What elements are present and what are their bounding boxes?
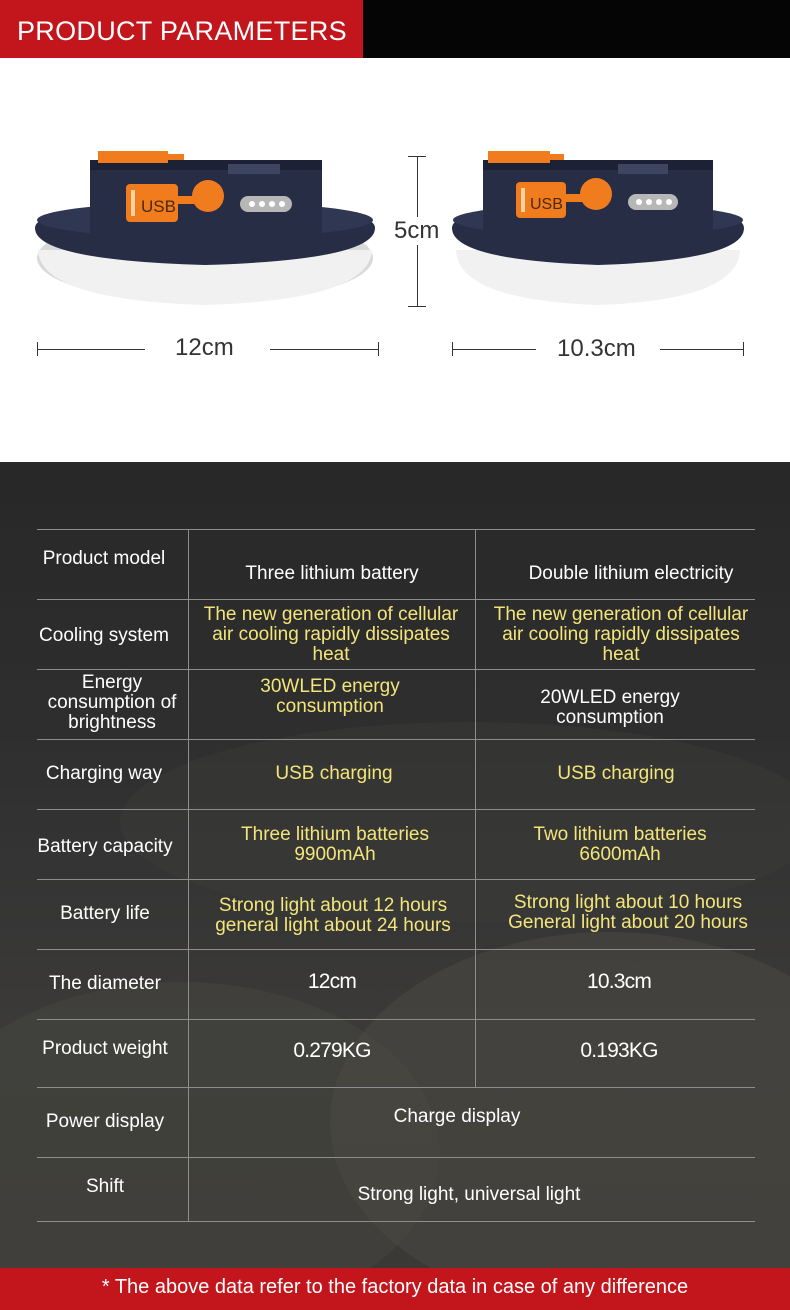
param-value: The new generation of cellular air cooling rapidly dissipates heat: [203, 604, 459, 665]
param-value: Three lithium batteries 9900mAh: [241, 824, 429, 865]
param-label: The diameter: [49, 973, 161, 994]
param-value: 0.279KG: [293, 1039, 371, 1062]
parameters-section: [0, 462, 790, 1268]
large-width-tick-right: [378, 342, 379, 356]
height-tick-top: [408, 156, 426, 157]
footer-note: * The above data refer to the factory data in case of any difference: [0, 1268, 790, 1310]
height-label: 5cm: [394, 217, 440, 244]
large-width-line-left: [37, 349, 145, 350]
param-value: 12cm: [307, 970, 357, 993]
param-label: Cooling system: [39, 625, 169, 646]
header-bar: [0, 0, 790, 58]
param-label: Product weight: [42, 1038, 168, 1059]
parameters-table: [0, 462, 790, 1268]
large-lamp-image: [30, 150, 390, 310]
small-width-tick-right: [743, 342, 744, 356]
param-value: Strong light about 12 hours general light about 24 hours: [215, 895, 451, 936]
param-label: Shift: [85, 1176, 125, 1197]
param-value: USB charging: [275, 763, 393, 784]
small-width-line-left: [452, 349, 536, 350]
param-value: Three lithium battery: [245, 563, 419, 584]
param-value: USB charging: [557, 763, 675, 784]
param-value: Two lithium batteries 6600mAh: [533, 824, 707, 865]
param-label: Product model: [42, 548, 166, 569]
param-label: Power display: [45, 1111, 165, 1132]
product-dimensions-figure: [0, 58, 790, 462]
usb-label-small: USB: [530, 196, 563, 213]
param-value: 30WLED energy consumption: [260, 676, 400, 717]
param-label: Energy consumption of brightness: [47, 672, 177, 733]
param-value: 20WLED energy consumption: [540, 687, 680, 728]
small-width-label: 10.3cm: [557, 335, 636, 362]
page-title: PRODUCT PARAMETERS: [0, 0, 363, 58]
height-tick-bottom: [408, 306, 426, 307]
param-value: The new generation of cellular air cooling rapidly dissipates heat: [493, 604, 749, 665]
param-value: 0.193KG: [580, 1039, 658, 1062]
param-label: Charging way: [45, 763, 163, 784]
small-width-tick-left: [452, 342, 453, 356]
large-width-tick-left: [37, 342, 38, 356]
param-value-merged: Charge display: [393, 1106, 521, 1127]
small-lamp-image: [448, 150, 748, 310]
param-label: Battery capacity: [37, 836, 173, 857]
param-value-merged: Strong light, universal light: [357, 1184, 581, 1205]
param-value: 10.3cm: [586, 970, 652, 993]
usb-label: USB: [141, 197, 176, 216]
param-value: Strong light about 10 hours General light about 20 hours: [508, 892, 748, 933]
large-width-line-right: [270, 349, 378, 350]
param-value: Double lithium electricity: [528, 563, 734, 584]
large-width-label: 12cm: [175, 334, 234, 361]
small-width-line-right: [660, 349, 744, 350]
param-label: Battery life: [60, 903, 150, 924]
